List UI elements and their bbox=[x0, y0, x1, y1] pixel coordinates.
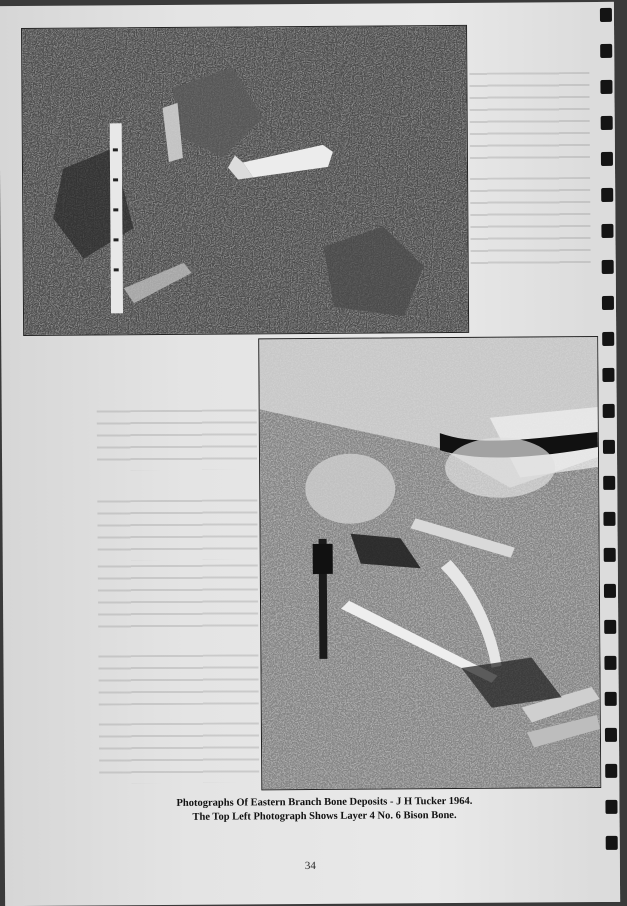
binding-coil bbox=[601, 224, 613, 238]
show-through-text bbox=[470, 177, 591, 268]
binding-coil bbox=[605, 728, 617, 742]
binding-coil bbox=[602, 260, 614, 274]
binding-coil bbox=[602, 296, 614, 310]
binding-coil bbox=[600, 8, 612, 22]
show-through-text bbox=[97, 499, 257, 560]
scale-ruler bbox=[110, 123, 123, 313]
binding-coil bbox=[605, 764, 617, 778]
binding-coil bbox=[604, 548, 616, 562]
show-through-text bbox=[99, 722, 259, 783]
binding-coil bbox=[601, 188, 613, 202]
binding-coil bbox=[601, 116, 613, 130]
binding-coil bbox=[601, 152, 613, 166]
binding-coil bbox=[602, 332, 614, 346]
binding-coil bbox=[606, 836, 618, 850]
document-page bbox=[0, 2, 620, 906]
show-through-text bbox=[97, 409, 257, 470]
bottom-photograph bbox=[258, 336, 601, 790]
binding-coil bbox=[604, 620, 616, 634]
show-through-text bbox=[98, 654, 258, 705]
binding-coil bbox=[604, 584, 616, 598]
binding-coil bbox=[605, 800, 617, 814]
show-through-text bbox=[98, 564, 258, 635]
top-photograph bbox=[21, 25, 469, 336]
binding-coil bbox=[600, 80, 612, 94]
caption-line-2: The Top Left Photograph Shows Layer 4 No. 6 Bison Bone. bbox=[192, 809, 457, 823]
binding-coil bbox=[605, 692, 617, 706]
binding-coil bbox=[604, 656, 616, 670]
binding-coil bbox=[603, 440, 615, 454]
caption-line-1: Photographs Of Eastern Branch Bone Deposits - J H Tucker 1964. bbox=[176, 795, 473, 809]
binding-coil bbox=[600, 44, 612, 58]
show-through-text bbox=[469, 72, 590, 163]
photo-caption bbox=[104, 794, 544, 825]
binding-coil bbox=[603, 476, 615, 490]
page-number: 34 bbox=[304, 859, 316, 873]
binding-coil bbox=[603, 512, 615, 526]
binding-coil bbox=[602, 368, 614, 382]
binding-coil bbox=[603, 404, 615, 418]
